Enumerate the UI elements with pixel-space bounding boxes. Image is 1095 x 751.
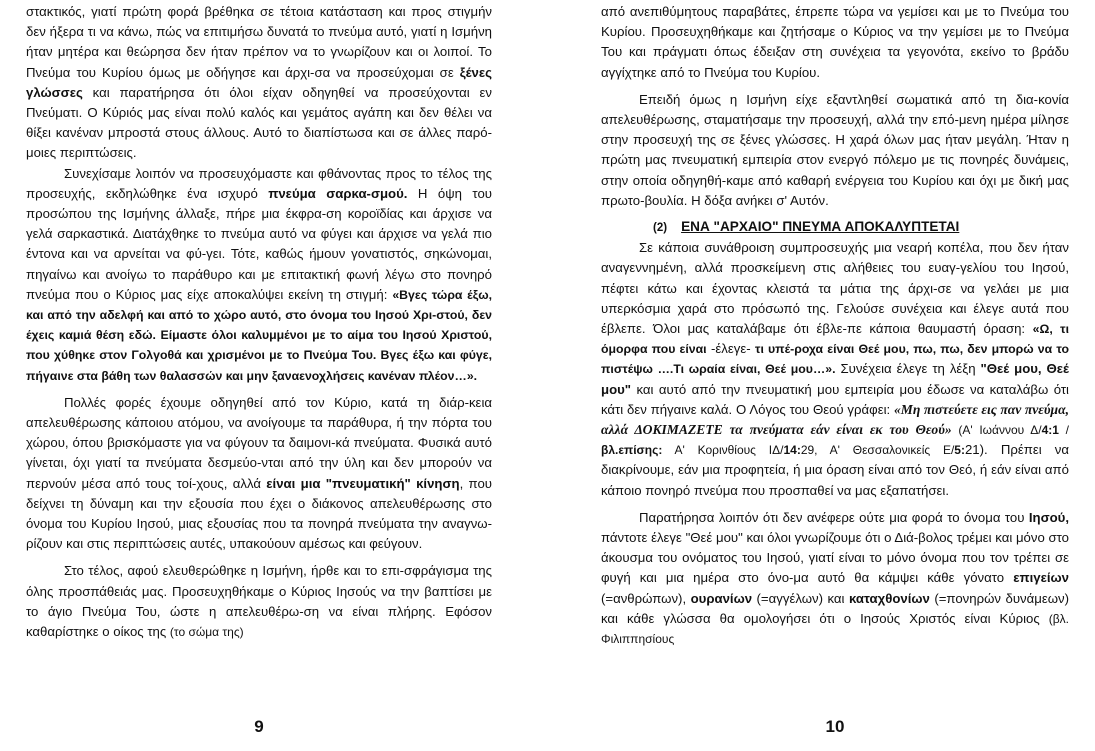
emphasis: είναι μια "πνευματική" κίνηση: [266, 475, 460, 491]
emphasis: ξένες γλώσσες: [26, 64, 492, 100]
paragraph: Σε κάποια συνάθροιση συμπροσευχής μια νεαρή κοπέλα, που δεν ήταν αναγεννημένη, αλλά προσκείμενη στις αλήθειες του ευαγ-γελίου του Ιησού, πέφτει κάτω και έχοντας κλειστά τα μάτια της άρχι-σε να γελάει με μια υπερκόσμια χαρά στο πρόσωπό της. Γελούσε συνέχεια και έλεγε αυτά που έβλεπε. Όλοι μας καταλάβαμε ότι έβλε-πε κάποια θαυμαστή όραση: «Ω, τι όμορφα που είναι -έλεγε- τι υπέ-ροχα είναι Θεέ μου, πω, πω, δεν μπορώ να το πιστέψω ….Τι ωραία είναι, Θεέ μου…». Συνέχεια έλεγε τη λέξη "Θεέ μου, Θεέ μου" και αυτό από την πνευματική μου εμπειρία μου έδωσε να καταλάβω ότι κάτι δεν πήγαινε καλά. Ο Λόγος του Θεού γράφει: «Μη πιστεύετε εις παν πνεύμα, αλλά ΔΟΚΙΜΑΖΕΤΕ τα πνεύματα εάν είναι εκ του Θεού» (Α' Ιωάννου Δ/4:1 /βλ.επίσης: Α' Κορινθίους ΙΔ/14:29, Α' Θεσσαλονικείς Ε/5:21). Πρέπει να διακρίνουμε, εάν μια προφητεία, ή μια όραση είναι από τον Θεό, ή εάν είναι από κάποιο πονηρό πνεύμα που προσπαθεί να μας εξαπατήσει.: [601, 240, 1070, 498]
paragraph: στακτικός, γιατί πρώτη φορά βρέθηκα σε τέτοια κατάσταση και προς στιγμήν δεν ήξερα τι να κάνω, πώς να επιτιμήσω δυνατά το πνεύμα αυτό, γιατί η Ισμήνη ήταν μητέρα και θεώρησα δεν ήταν πρέπον να το γνωρίζουν και οι λοιποί. Το Πνεύμα του Κυρίου όμως με οδήγησε και άρχι-σα να προσεύχομαι σε ξένες γλώσσες και παρατήρησα ότι όλοι είχαν οδηγηθεί να προσεύχονται εν Πνεύματι. Ο Κύριός μας είναι πολύ καλός και γεμάτος αγάπη και δεν θέλει να θίξει κανέναν μπροστά στους άλλους. Αυτό το διαπίστωσα και σε άλλες παρό-μοιες περιπτώσεις.: [26, 4, 492, 161]
right-page-text: [601, 2, 1069, 649]
paragraph: Πολλές φορές έχουμε οδηγηθεί από τον Κύριο, κατά τη διάρ-κεια απελευθέρωσης κάποιου ατόμου, να ανοίγουμε τα παράθυρα, ή την πόρτα του χώρου, όπου βρισκόμαστε για να φύγουν τα δαιμονι-κά πνεύματα. Φυσικά αυτό γίνεται, όχι γιατί τα πνεύματα δεσμεύο-νται από την ύλη και δεν μπορούν να περνούν μέσα από τους τοί-χους, αλλά είναι μια "πνευματική" κίνηση, που δείχνει τη δύναμη και την εξουσία που έχει ο διάκονος απελευθέρωσης στο όνομα του Κυρίου Ιησού, μιας εξουσίας που τα πονηρά πνεύματα την αναγνω-ρίζουν και στις περιπτώσεις αυτές, υπακούουν αμέσως και φεύγουν.: [26, 394, 492, 552]
page-number: 10: [825, 717, 845, 736]
emphasis: ουρανίων: [690, 590, 753, 606]
emphasis: επιγείων: [1013, 570, 1069, 586]
emphasis: "Θεέ μου, Θεέ μου": [601, 361, 1069, 397]
paragraph: από ανεπιθύμητους παραβάτες, έπρεπε τώρα να γεμίσει και με το Πνεύμα του Κυρίου. Προσευχηθήκαμε και ζητήσαμε ο Κύριος να την γεμίσει με το Πνεύμα Του και πράγματι όπως έδειξαν στη συνέχεια τα γεγονότα, εκείνο το βράδυ αγγίχτηκε από το Πνεύμα του Κυρίου.: [601, 4, 1069, 80]
right-page: [601, 0, 1069, 751]
paragraph: Στο τέλος, αφού ελευθερώθηκε η Ισμήνη, ήρθε και το επι-σφράγισμα της όλης προσπάθειάς μας. Προσευχηθήκαμε ο Κύριος Ιησούς να την βαπτίσει με το άγιο Πνεύμα Του, ώστε η απελευθέρω-ση να είναι πλήρης. Εφόσον καθαρίστηκε ο οίκος της (το σώμα της): [26, 563, 492, 640]
emphasis: Ιησού,: [1028, 509, 1069, 525]
note: (το σώμα της): [169, 625, 244, 640]
quote-bold: τι υπέ-ροχα είναι Θεέ μου, πω, πω, δεν μπορώ να το πιστέψω ….Τι ωραία είναι, Θεέ μου…».: [601, 342, 1070, 377]
section-title: ΕΝΑ "ΑΡΧΑΙΟ" ΠΝΕΥΜΑ ΑΠΟΚΑΛΥΠΤΕΤΑΙ: [681, 219, 960, 235]
quote-bold: «Ω, τι όμορφα που είναι: [601, 322, 1069, 357]
scripture-quote: «Μη πιστεύετε εις παν πνεύμα, αλλά ΔΟΚΙΜΑΖΕΤΕ τα πνεύματα εάν είναι εκ του Θεού»: [601, 401, 1070, 438]
left-page-text: [26, 2, 492, 642]
note: (βλ. Φιλιππησίους: [601, 611, 1069, 647]
page-number: 9: [254, 717, 264, 736]
paragraph: Επειδή όμως η Ισμήνη είχε εξαντληθεί σωματικά από τη δια-κονία απελευθέρωσης, σταματήσαμε την προσευχή, αλλά την επό-μενη ημέρα μίλησε στην προσευχή της σε ξένες γλώσσες. Η χαρά όλων μας ήταν μεγάλη. Ήταν η πρώτη μας πνευματική εμπειρία στον ενεργό πόλεμο με τις πονηρές δυνάμεις, στην οποία οδηγηθή-καμε από καθαρή ενέργεια του Κυρίου και όχι με δική μας πρωτο-βουλία. Η δόξα ανήκει σ' Αυτόν.: [601, 91, 1069, 208]
paragraph: Συνεχίσαμε λοιπόν να προσευχόμαστε και φθάνοντας προς το τέλος της προσευχής, εκδηλώθηκε ένα ισχυρό πνεύμα σαρκα-σμού. Η όψη του προσώπου της Ισμήνης άλλαξε, πήρε μια έκφρα-ση κοροϊδίας και άρχισε να γελά σαρκαστικά. Διατάχθηκε το πνεύμα αυτό να φύγει και άρχισε να γελά πιο έντονα και να αρνείται να φύ-γει. Τότε, καθώς ήμουν γονατιστός, σηκώνομαι, πηγαίνω και ανοίγω το παράθυρο και με επιτακτική φωνή λέγω στο πονηρό πνεύμα που ο Κύριος μας είχε αποκαλύψει εκείνη τη στιγμή: «Βγες τώρα έξω, και από την αδελφή και από το χώρο αυτό, στο όνομα του Ιησού Χρι-στού, δεν έχεις καμιά θέση εδώ. Είμαστε όλοι καλυμμένοι με το αίμα του Ιησού Χριστού, που χύθηκε στον Γολγοθά και χρισμένοι με το Πνεύμα Του. Βγες έξω και φύγε, πήγαινε στα βάθη των θαλασσών και μην ξαναενοχλήσεις κανέναν πλέον…».: [26, 165, 493, 383]
paragraph: Παρατήρησα λοιπόν ότι δεν ανέφερε ούτε μια φορά το όνομα του Ιησού, πάντοτε έλεγε "Θεέ μου" και όλοι γνωρίζουμε ότι ο Διά-βολος τρέμει και μόνο στο άκουσμα του ονόματος του Ιησού, γιατί είναι το μόνο όνομα που τον τρέπει σε φυγή και μια ημέρα στο όνο-μα αυτό θα κάμψει κάθε γόνατο επιγείων (=ανθρώπων), ουρανίων (=αγγέλων) και καταχθονίων (=πονηρών δυνάμεων) και κάθε γλώσσα θα ομολογήσει ότι ο Ιησούς Χριστός είναι Κύριος (βλ. Φιλιππησίους: [601, 509, 1070, 647]
emphasis: πνεύμα σαρκα-σμού.: [268, 185, 408, 201]
section-number: (2): [653, 222, 668, 235]
left-page: [26, 0, 492, 751]
quote-bold: «Βγες τώρα έξω, και από την αδελφή και από το χώρο αυτό, στο όνομα του Ιησού Χρι-στού, δεν έχεις καμιά θέση εδώ. Είμαστε όλοι καλυμμένοι με το αίμα του Ιησού Χριστού, που χύθηκε στον Γολγοθά και χρισμένοι με το Πνεύμα Του. Βγες έξω και φύγε, πήγαινε στα βάθη των θαλασσών και μην ξαναενοχλήσεις κανέναν πλέον…».: [26, 287, 493, 383]
emphasis: καταχθονίων: [848, 590, 930, 606]
section-heading: [601, 217, 1069, 238]
